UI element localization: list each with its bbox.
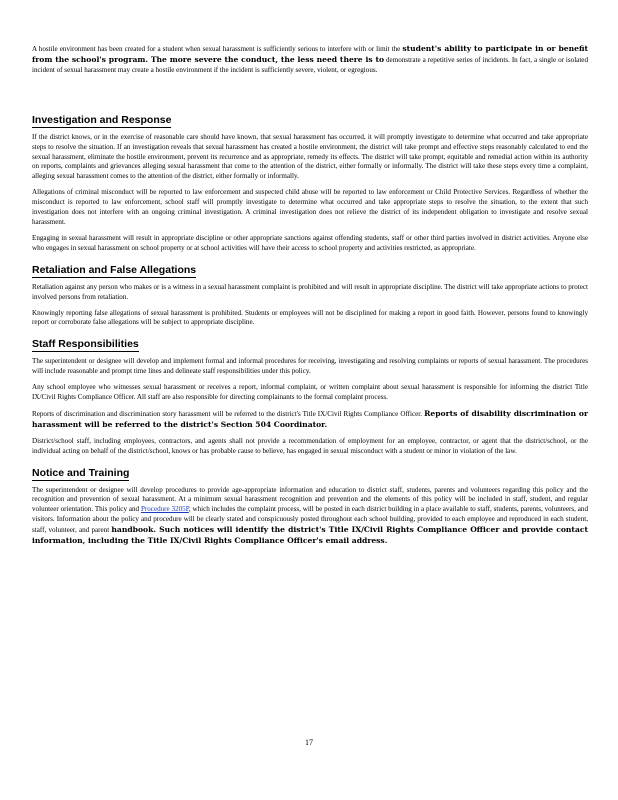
notice-paragraph-1-a: The superintendent or designee will develop procedures to provide age-appropriate information and education to district staff, students, parents and volunteers regarding this policy and the recognition and prevention of sexual harassment. At a minimum sexual harassment recognition and prevention and the elements of this policy will be included in staff, student, and regular volunteer orientation. This policy and: [32, 485, 588, 514]
staff-paragraph-3: [32, 409, 588, 431]
intro-line-1: A hostile environment has been created for a student when sexual harassment is sufficiently serious to interfere with or limit the: [32, 45, 401, 53]
intro-line-3: demonstrate a repetitive series of incidents. In fact, a single or isolated incident of sexual harassment may create a hostile environment: [32, 55, 588, 74]
intro-line-4: if the incident is sufficiently severe, violent, or egregious.: [213, 65, 378, 74]
retaliation-paragraph-2: Knowingly reporting false allegations of sexual harassment is prohibited. Students or employees will not be disciplined for making a report in good faith. However, persons found to knowingly report or corroborate false allegations will be subject to appropriate discipline.: [32, 308, 588, 327]
staff-paragraph-4: District/school staff, including employees, contractors, and agents shall not provide a recommendation of employment for an employee, contractor, or agent that the district/school, or the individual acting on behalf of the district/school, knows or has probable cause to believe, has engaged in sexual misconduct with a student or minor in violation of the law.: [32, 436, 588, 455]
staff-paragraph-3-bold: Reports of disability discrimination or harassment will be referred to the district's Section 504 Coordinator.: [32, 408, 588, 429]
page-number: 17: [305, 738, 313, 747]
staff-paragraph-3-plain: Reports of discrimination and discrimination story harassment will be referred to the district's Title IX/Civil Rights Compliance Officer.: [32, 409, 423, 418]
notice-paragraph-1-b: , which includes the complaint process, will be posted in each district building in a place available to staff, students, parents, volunteers, and visitors. Information about the policy and procedure will be clearly stated and conspicuously posted throughout each school building, provided to each employee and reproduced in each student, staff, volunteer, and parent: [32, 505, 588, 535]
investigation-paragraph-3: Engaging in sexual harassment will result in appropriate discipline or other appropriate sanctions against offending students, staff or other third parties involved in district activities. Anyone else who engages in sexual harassment on school property or at school activities will have their access to school property and activities restricted, as appropriate.: [32, 233, 588, 252]
section-heading-retaliation: Retaliation and False Allegations: [32, 263, 197, 276]
staff-paragraph-2: Any school employee who witnesses sexual harassment or receives a report, informal complaint, or written complaint about sexual harassment is responsible for informing the district Title IX/Civil Rights Compliance Officer. All staff are also responsible for directing complainants to the formal complaint process.: [32, 383, 588, 402]
section-heading-investigation: Investigation and Response: [32, 113, 172, 126]
intro-line-2: student's ability to participate in or benefit from the school's program. The more severe the conduct, the less need there is to: [32, 44, 588, 64]
document-page: [32, 44, 588, 553]
retaliation-paragraph-1: Retaliation against any person who makes or is a witness in a sexual harassment complaint is prohibited and will result in appropriate discipline. The district will take appropriate actions to protect involved persons from retaliation.: [32, 282, 588, 301]
notice-paragraph-1-bold: handbook. Such notices will identify the district's Title IX/Civil Rights Compliance Officer and provide contact information, including the Title IX/Civil Rights Compliance Officer's email address.: [32, 525, 588, 546]
notice-paragraph-1: [32, 486, 588, 547]
investigation-paragraph-1: If the district knows, or in the exercise of reasonable care should have known, that sexual harassment has occurred, it will promptly investigate to determine what occurred and take appropriate steps to resolve the situation. If an investigation reveals that sexual harassment has created a hostile environment, the district will take prompt and effective steps reasonably calculated to end the sexual harassment, eliminate the hostile environment, prevent its recurrence and as appropriate, remedy its effects. The district will take prompt, equitable and remedial action within its authority on reports, complaints and grievances alleging sexual harassment that come to the attention of the district, either formally or informally. The district will take these steps every time a complaint, alleging sexual harassment comes to the attention of the district, either formally or informally.: [32, 132, 588, 181]
staff-paragraph-1: The superintendent or designee will develop and implement formal and informal procedures for receiving, investigating and resolving complaints or reports of sexual harassment. The procedures will include reasonable and prompt time lines and delineate staff responsibilities under this policy.: [32, 357, 588, 376]
section-heading-staff: Staff Responsibilities: [32, 338, 139, 351]
intro-paragraph: [32, 44, 588, 76]
investigation-paragraph-2: Allegations of criminal misconduct will be reported to law enforcement and suspected child abuse will be reported to law enforcement or Child Protective Services. Regardless of whether the misconduct is reported to law enforcement, school staff will promptly investigate to determine what occurred and take appropriate steps to resolve the situation, to the extent that such investigation does not interfere with an ongoing criminal investigation. A criminal investigation does not relieve the district of its independent obligation to investigate and resolve sexual harassment.: [32, 188, 588, 226]
section-heading-notice: Notice and Training: [32, 466, 130, 479]
procedure-link[interactable]: Procedure 3205P: [140, 505, 189, 514]
